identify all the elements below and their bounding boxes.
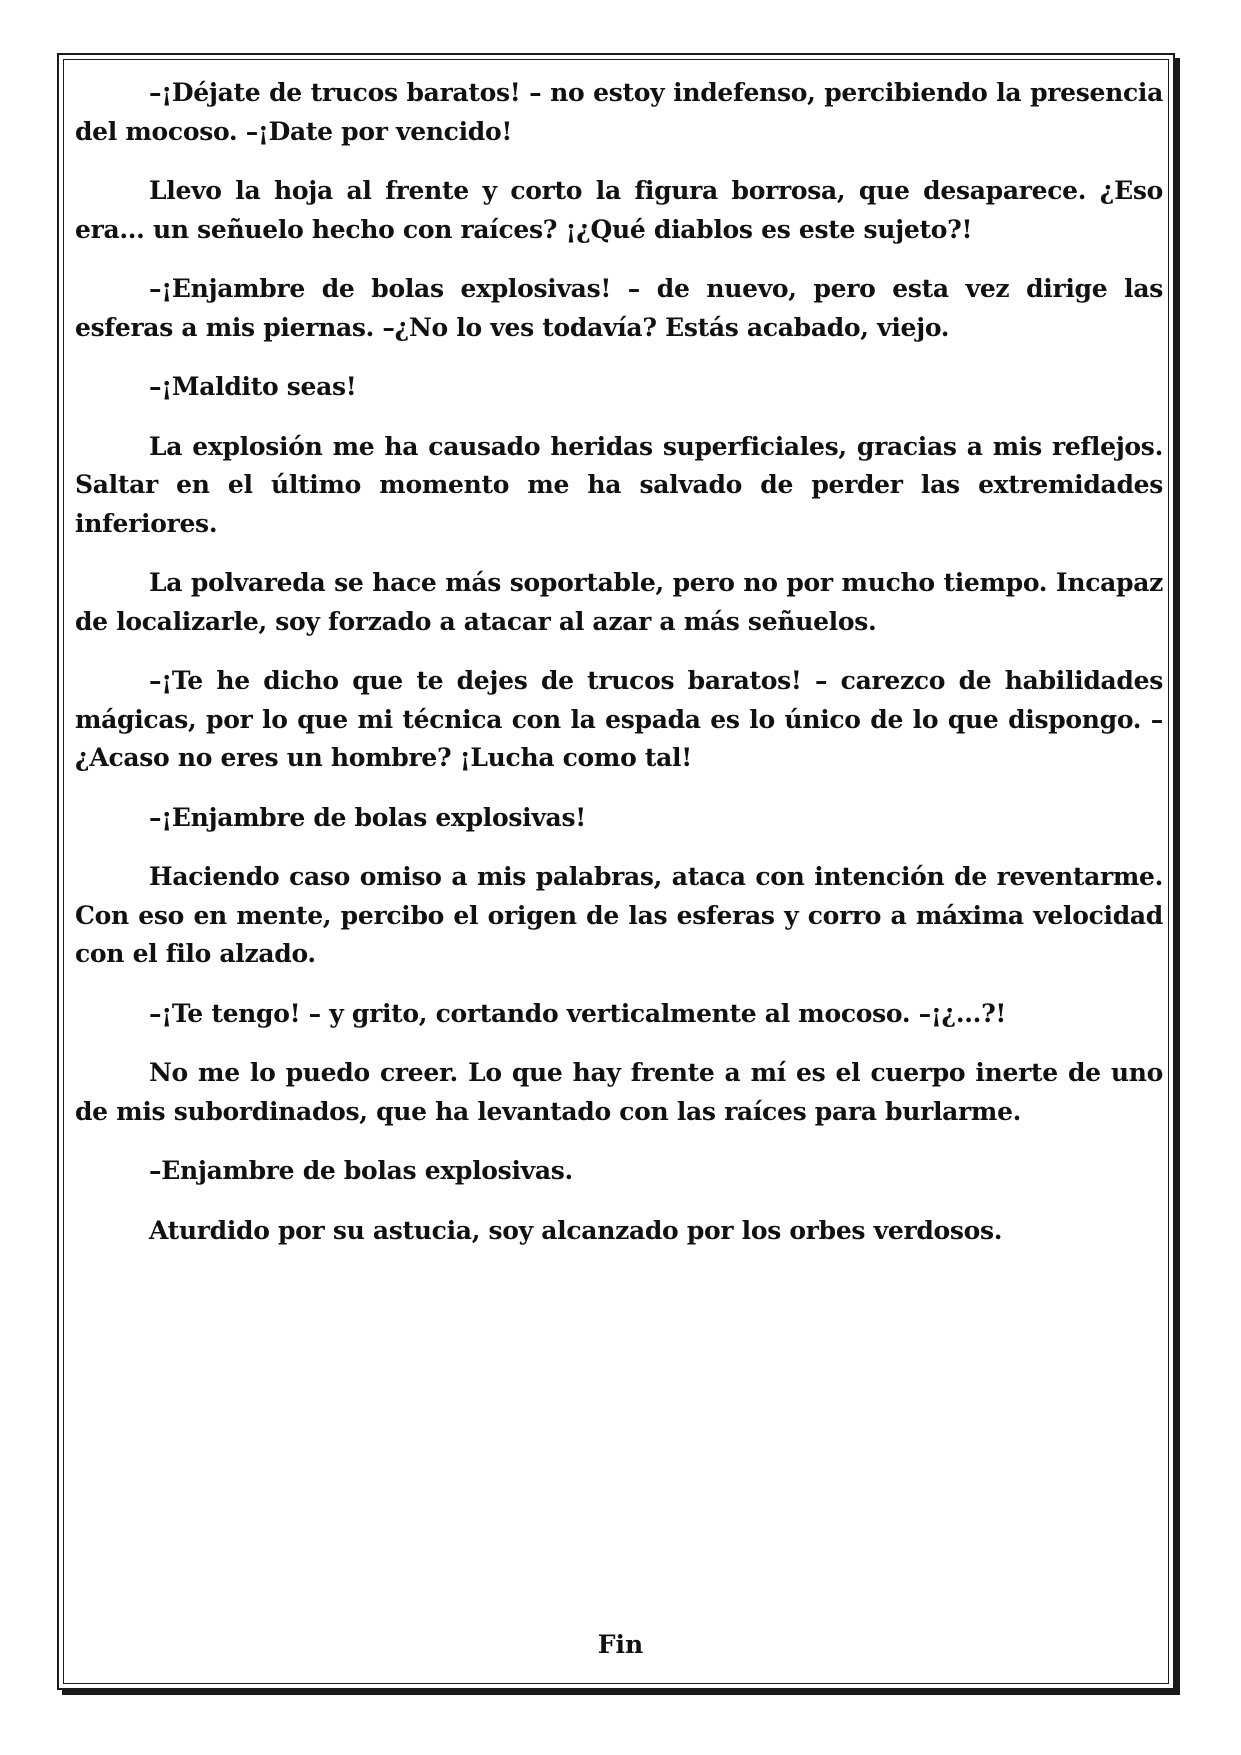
paragraph: –¡Te he dicho que te dejes de trucos baratos! – carezco de habilidades mágicas, por lo que mi técnica con la espada es lo único de lo que dispongo. –¿Acaso no eres un hombre? ¡Lucha como tal! bbox=[75, 666, 1163, 772]
closing-text: Fin bbox=[597, 1630, 644, 1659]
paragraph: –¡Déjate de trucos baratos! – no estoy indefenso, percibiendo la presencia del mocoso. –¡Date por vencido! bbox=[75, 78, 1163, 146]
paragraph: La explosión me ha causado heridas superficiales, gracias a mis reflejos. Saltar en el último momento me ha salvado de perder las extremidades inferiores. bbox=[75, 431, 1163, 538]
paragraph: No me lo puedo creer. Lo que hay frente a mí es el cuerpo inerte de uno de mis subordinados, que ha levantado con las raíces para burlarme. bbox=[75, 1058, 1163, 1126]
paragraph: La polvareda se hace más soportable, pero no por mucho tiempo. Incapaz de localizarle, soy forzado a atacar al azar a más señuelos. bbox=[75, 568, 1163, 636]
paragraph: –¡Te tengo! – y grito, cortando verticalmente al mocoso. –¡¿...?! bbox=[149, 998, 1007, 1028]
document-body bbox=[75, 74, 1163, 1271]
paragraph: –¡Enjambre de bolas explosivas! – de nuevo, pero esta vez dirige las esferas a mis piernas. –¿No lo ves todavía? Estás acabado, viejo. bbox=[75, 274, 1163, 342]
paragraph: Aturdido por su astucia, soy alcanzado por los orbes verdosos. bbox=[149, 1215, 1003, 1245]
paragraph: –¡Enjambre de bolas explosivas! bbox=[149, 802, 586, 832]
paragraph: –Enjambre de bolas explosivas. bbox=[149, 1156, 573, 1185]
paragraph: Haciendo caso omiso a mis palabras, ataca con intención de reventarme. Con eso en mente, percibo el origen de las esferas y corro a máxima velocidad con el filo alzado. bbox=[75, 862, 1163, 968]
paragraph: –¡Maldito seas! bbox=[149, 372, 357, 401]
paragraph: Llevo la hoja al frente y corto la figura borrosa, que desaparece. ¿Eso era... un señuelo hecho con raíces? ¡¿Qué diablos es este sujeto?! bbox=[75, 176, 1163, 244]
